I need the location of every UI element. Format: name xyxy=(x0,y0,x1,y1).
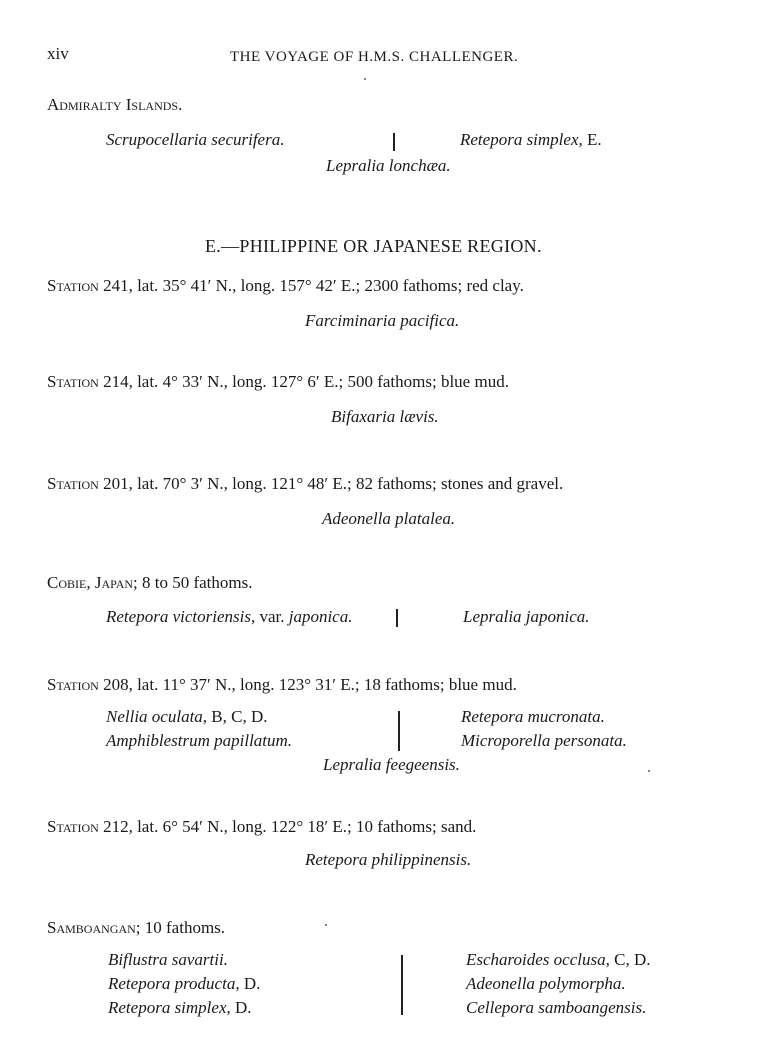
admiralty-heading: Admiralty Islands. xyxy=(47,95,183,114)
column-divider xyxy=(401,955,403,1015)
samboangan-species-left-1: Biflustra savartii. xyxy=(108,950,228,969)
station-208-species-right-2: Microporella personata. xyxy=(461,731,627,750)
station-208-heading xyxy=(47,675,517,695)
species-name: Escharoides occlusa xyxy=(466,950,606,969)
locality-suffix: , E. xyxy=(578,130,602,149)
locality-details: ; 10 fathoms. xyxy=(135,918,226,937)
species-name: Retepora simplex xyxy=(108,998,227,1017)
station-details: 208, lat. 11° 37′ N., long. 123° 31′ E.; 18 fathoms; blue mud. xyxy=(98,675,517,694)
cobie-species-right: Lepralia japonica. xyxy=(463,607,590,626)
station-214-species: Bifaxaria lævis. xyxy=(331,407,439,426)
print-speck xyxy=(648,770,650,772)
station-details: 201, lat. 70° 3′ N., long. 121° 48′ E.; 82 fathoms; stones and gravel. xyxy=(98,474,564,493)
station-201-species: Adeonella platalea. xyxy=(322,509,456,528)
station-label: Station xyxy=(47,276,99,295)
station-208-species-center: Lepralia feegeensis. xyxy=(323,755,460,774)
station-212-heading xyxy=(47,817,476,837)
locality-suffix: , B, C, D. xyxy=(202,707,268,726)
admiralty-species-left: Scrupocellaria securifera. xyxy=(106,130,285,149)
locality-details: ; 8 to 50 fathoms. xyxy=(133,573,253,592)
station-details: 212, lat. 6° 54′ N., long. 122° 18′ E.; 10 fathoms; sand. xyxy=(98,817,477,836)
cobie-heading xyxy=(47,573,253,593)
region-title: E.—PHILIPPINE OR JAPANESE REGION. xyxy=(205,236,542,256)
samboangan-species-left-2 xyxy=(108,974,260,994)
station-241-heading xyxy=(47,276,524,296)
station-241-species: Farciminaria pacifica. xyxy=(305,311,460,330)
station-201-heading xyxy=(47,474,563,494)
samboangan-species-right-2: Adeonella polymorpha. xyxy=(466,974,626,993)
station-label: Station xyxy=(47,817,99,836)
station-208-species-left-1 xyxy=(106,707,268,727)
locality-suffix: , C, D. xyxy=(605,950,651,969)
admiralty-species-right xyxy=(460,130,602,150)
species-name: Retepora producta xyxy=(108,974,236,993)
print-speck xyxy=(364,78,366,80)
samboangan-species-left-3 xyxy=(108,998,252,1018)
column-divider xyxy=(396,609,398,627)
species-name: Retepora victoriensis xyxy=(106,607,251,626)
column-divider xyxy=(398,711,400,751)
station-208-species-right-1: Retepora mucronata. xyxy=(461,707,605,726)
print-speck xyxy=(325,924,327,926)
station-label: Station xyxy=(47,474,99,493)
station-label: Station xyxy=(47,372,99,391)
locality-label: Samboangan xyxy=(47,918,136,937)
variety-name: japonica. xyxy=(288,607,353,626)
admiralty-species-center: Lepralia lonchæa. xyxy=(326,156,451,175)
variety-label: , var. xyxy=(250,607,289,626)
running-head: THE VOYAGE OF H.M.S. CHALLENGER. xyxy=(230,49,519,65)
samboangan-heading xyxy=(47,918,225,938)
station-details: 241, lat. 35° 41′ N., long. 157° 42′ E.; 2300 fathoms; red clay. xyxy=(98,276,524,295)
species-name: Nellia oculata xyxy=(106,707,203,726)
samboangan-species-right-3: Cellepora samboangensis. xyxy=(466,998,647,1017)
station-214-heading xyxy=(47,372,509,392)
locality-suffix: , D. xyxy=(226,998,252,1017)
page-number: xiv xyxy=(47,44,69,63)
column-divider xyxy=(393,133,395,151)
samboangan-species-right-1 xyxy=(466,950,650,970)
station-212-species: Retepora philippinensis. xyxy=(305,850,472,869)
locality-label: Cobie, Japan xyxy=(47,573,134,592)
station-label: Station xyxy=(47,675,99,694)
locality-suffix: , D. xyxy=(235,974,261,993)
station-details: 214, lat. 4° 33′ N., long. 127° 6′ E.; 500 fathoms; blue mud. xyxy=(98,372,509,391)
station-208-species-left-2: Amphiblestrum papillatum. xyxy=(106,731,293,750)
species-name: Retepora simplex xyxy=(460,130,579,149)
cobie-species-left xyxy=(106,607,352,627)
